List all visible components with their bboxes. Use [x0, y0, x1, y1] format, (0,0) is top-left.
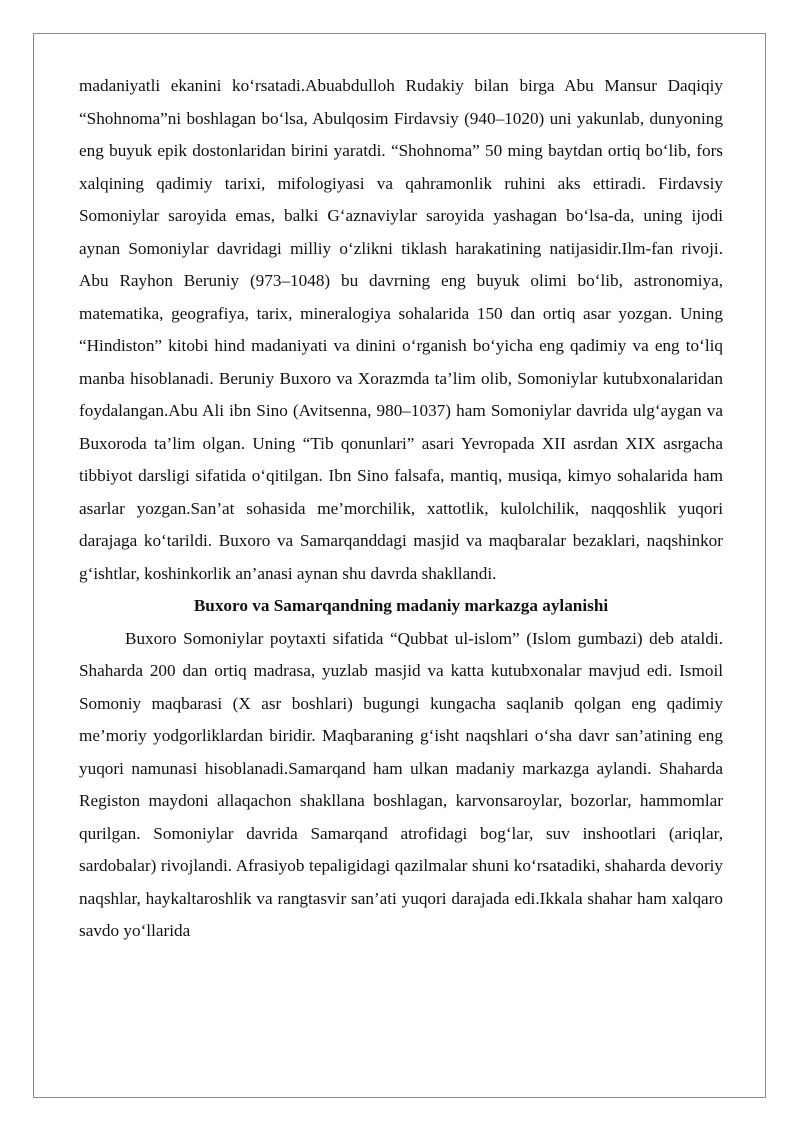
paragraph-culture-science: madaniyatli ekanini koʻrsatadi.Abuabdulloh Rudakiy bilan birga Abu Mansur Daqiqiy “Shohnoma”ni boshlagan boʻlsa, Abulqosim Firdavsiy (940–1020) uni yakunlab, dunyoning eng buyuk epik dostonlaridan birini yaratdi. “Shohnoma” 50 ming baytdan ortiq boʻlib, fors xalqining qadimiy tarixi, mifologiyasi va qahramonlik ruhini aks ettiradi. Firdavsiy Somoniylar saroyida emas, balki Gʻaznaviylar saroyida yashagan boʻlsa-da, uning ijodi aynan Somoniylar davridagi milliy oʻzlikni tiklash harakatining natijasidir.Ilm-fan rivoji. Abu Rayhon Beruniy (973–1048) bu davrning eng buyuk olimi boʻlib, astronomiya, matematika, geografiya, tarix, mineralogiya sohalarida 150 dan ortiq asar yozgan. Uning “Hindiston” kitobi hind madaniyati va dinini oʻrganish boʻyicha eng qadimiy va eng toʻliq manba hisoblanadi. Beruniy Buxoro va Xorazmda ta’lim olib, Somoniylar kutubxonalaridan foydalangan.Abu Ali ibn Sino (Avitsenna, 980–1037) ham Somoniylar davrida ulgʻaygan va Buxoroda ta’lim olgan. Uning “Tib qonunlari” asari Yevropada XII asrdan XIX asrgacha tibbiyot darsligi sifatida oʻqitilgan. Ibn Sino falsafa, mantiq, musiqa, kimyo sohalarida ham asarlar yozgan.San’at sohasida me’morchilik, xattotlik, kulolchilik, naqqoshlik yuqori darajaga koʻtarildi. Buxoro va Samarqanddagi masjid va maqbaralar bezaklari, naqshinkor gʻishtlar, koshinkorlik an’anasi aynan shu davrda shakllandi.	[79, 76, 723, 583]
section-heading: Buxoro va Samarqandning madaniy markazga aylanishi	[193, 596, 609, 615]
document-body	[79, 70, 723, 948]
paragraph-bukhara-samarkand: Buxoro Somoniylar poytaxti sifatida “Qubbat ul-islom” (Islom gumbazi) deb ataldi. Shaharda 200 dan ortiq madrasa, yuzlab masjid va katta kutubxonalar mavjud edi. Ismoil Somoniy maqbarasi (X asr boshlari) bugungi kungacha saqlanib qolgan eng qadimiy me’moriy yodgorliklardan biridir. Maqbaraning gʻisht naqshlari oʻsha davr san’atining eng yuqori namunasi hisoblanadi.Samarqand ham ulkan madaniy markazga aylandi. Shaharda Registon maydoni allaqachon shakllana boshlagan, karvonsaroylar, bozorlar, hammomlar qurilgan. Somoniylar davrida Samarqand atrofidagi bogʻlar, suv inshootlari (ariqlar, sardobalar) rivojlandi. Afrasiyob tepaligidagi qazilmalar shuni koʻrsatadiki, shaharda devoriy naqshlar, haykaltaroshlik va rangtasvir san’ati yuqori darajada edi.Ikkala shahar ham xalqaro savdo yoʻllarida	[79, 628, 723, 940]
